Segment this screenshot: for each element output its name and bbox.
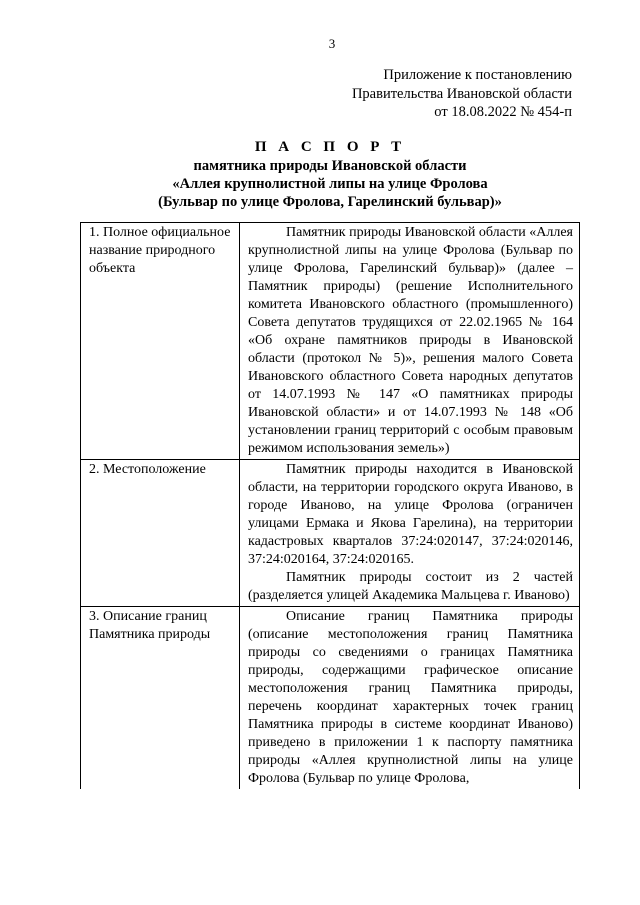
document-title: [70, 138, 590, 211]
title-line-2: «Аллея крупнолистной липы на улице Фролова: [172, 176, 488, 192]
row-content: [240, 607, 580, 790]
row-label: 1. Полное официальное название природного объекта: [81, 223, 240, 460]
title-line-1: памятника природы Ивановской области: [193, 158, 467, 174]
row-label: 3. Описание границ Памятника природы: [81, 607, 240, 790]
table-row: [81, 607, 580, 790]
table-row: [81, 460, 580, 607]
title-main: П А С П О Р Т: [254, 139, 406, 155]
row-label: 2. Местоположение: [81, 460, 240, 607]
appendix-line-3: от 18.08.2022 № 454-п: [434, 104, 572, 120]
content-paragraph: Памятник природы находится в Ивановской области, на территории городского округа Иваново, в городе Иваново, на улице Фролова (ограничен улицами Ермака и Якова Гарелина), на территории кадастровых кварталов 37:24:020147, 37:24:020146, 37:24:020164, 37:24:020165.: [248, 462, 573, 567]
content-paragraph: Памятник природы состоит из 2 частей (разделяется улицей Академика Мальцева г. Иваново): [248, 570, 573, 603]
appendix-line-2: Правительства Ивановской области: [351, 85, 572, 102]
page-number: 3: [328, 36, 336, 51]
row-content: [240, 223, 580, 460]
table-row: [81, 223, 580, 460]
title-line-3: (Бульвар по улице Фролова, Гарелинский бульвар)»: [158, 194, 502, 210]
row-content: [240, 460, 580, 607]
appendix-header: [352, 66, 572, 122]
content-paragraph: Описание границ Памятника природы (описание местоположения границ Памятника природы со сведениями о границах Памятника природы, содержащими графическое описание местоположения границ Памятника природы, перечень координат характерных точек границ Памятника природы в системе координат Иваново) приведено в приложении 1 к паспорту памятника природы «Аллея крупнолистной липы на улице Фролова (Бульвар по улице Фролова,: [248, 609, 573, 786]
content-paragraph: Памятник природы Ивановской области «Аллея крупнолистной липы на улице Фролова (Бульвар по улице Фролова, Гарелинский бульвар)» (далее – Памятник природы) (решение Исполнительного комитета Ивановского областного (промышленного) Совета депутатов трудящихся от 22.02.1965 № 164 «Об охране памятников природы в Ивановской области (протокол № 5)», решения малого Совета Ивановского областного Совета народных депутатов от 14.07.1993 № 147 «О памятниках природы Ивановской области» и от 14.07.1993 № 148 «Об установлении границ территорий с особым правовым режимом использования земель»): [248, 225, 573, 456]
passport-table: [80, 222, 580, 789]
appendix-line-1: Приложение к постановлению: [383, 67, 572, 83]
